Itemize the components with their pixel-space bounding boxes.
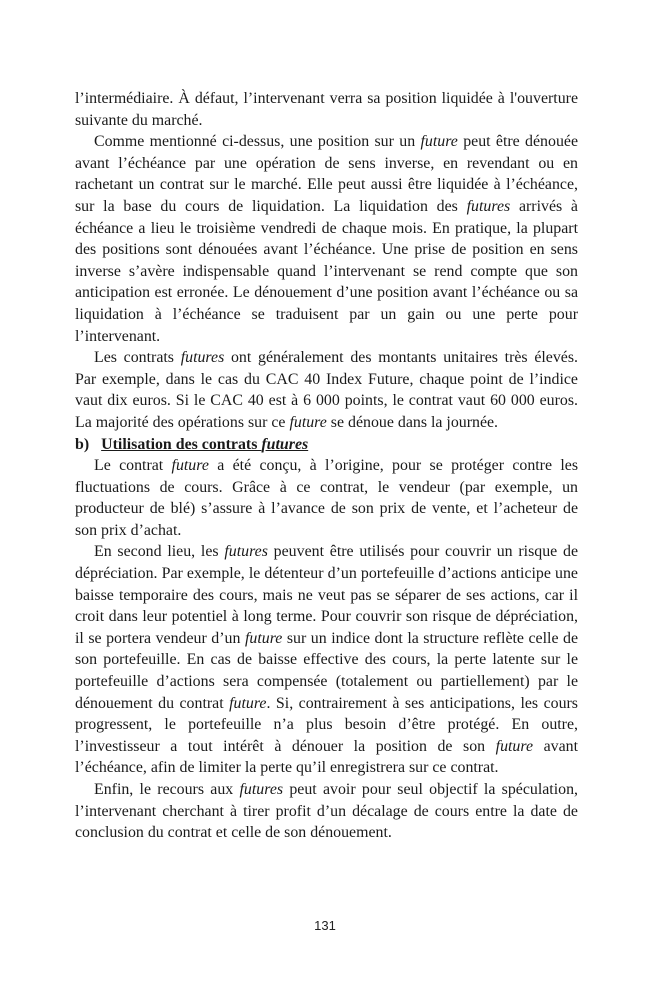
paragraphs-after	[75, 455, 578, 844]
page-body	[75, 88, 578, 844]
section-heading	[75, 434, 578, 456]
italic-term: future	[229, 694, 267, 712]
italic-term: futures	[180, 349, 225, 367]
text-run: . Si, contrairement à ses anticipations, les cours progressent, le portefeuille n’a plus besoin d’être protégé. En outre, l’investisseur a tout intérêt à dénouer la position de son	[75, 694, 578, 755]
italic-term: future	[244, 629, 283, 647]
italic-term: futures	[466, 197, 511, 215]
text-run: sur un indice dont la structure reflète celle de son portefeuille. En cas de baisse effective des cours, la perte latente sur le portefeuille d’actions sera compensée (totalement ou partiellement) par le dénouement du contrat	[75, 629, 579, 712]
italic-term: futures	[239, 781, 284, 798]
section-heading-label: b)	[75, 435, 90, 453]
italic-term: future	[495, 737, 534, 755]
text-run: Les contrats	[94, 349, 181, 367]
text-run: Enfin, le recours aux	[94, 781, 240, 798]
paragraph	[75, 347, 578, 433]
italic-term: futures	[261, 435, 309, 453]
paragraph	[75, 131, 578, 347]
text-run: a été conçu, à l’origine, pour se protéger contre les fluctuations de cours. Grâce à ce contrat, le vendeur (par exemple, un producteur de blé) s’assure à l’avance de son prix de vente, et l’acheteur de son prix d’achat.	[75, 457, 579, 539]
text-run: ont généralement des montants unitaires très élevés. Par exemple, dans le cas du CAC 40 Index Future, chaque point de l’indice vaut dix euros. Si le CAC 40 est à 6 000 points, le contrat vaut 60 000 euros. La majorité des opérations sur ce	[75, 349, 578, 431]
paragraph	[75, 779, 578, 844]
paragraphs-before	[75, 88, 578, 434]
italic-term: future	[289, 413, 327, 431]
section-heading-title	[101, 436, 308, 453]
text-run: peut avoir pour seul objectif la spéculation, l’intervenant cherchant à tirer profit d’un décalage de cours entre la date de conclusion du contrat et celle de son dénouement.	[75, 781, 579, 842]
paragraph	[75, 541, 578, 779]
text-run: En second lieu, les	[94, 543, 225, 561]
italic-term: future	[420, 133, 458, 151]
text-run: peut être dénouée avant l’échéance par une opération de sens inverse, en revendant ou en rachetant un contrat sur le marché. Elle peut aussi être liquidée à l’échéance, sur la base du cours de liquidation. La liquidation des	[75, 133, 578, 215]
text-run: Utilisation des contrats	[101, 435, 262, 453]
italic-term: future	[171, 457, 209, 475]
paragraph	[75, 455, 578, 541]
paragraph	[75, 88, 578, 131]
text-run: peuvent être utilisés pour couvrir un risque de dépréciation. Par exemple, le détenteur d’un portefeuille d’actions anticipe une baisse temporaire des cours, mais ne veut pas se séparer de ses actions, car il croit dans leur potentiel à long terme. Pour couvrir son risque de dépréciation, il se portera vendeur d’un	[75, 543, 578, 647]
text-run: avant l’échéance, afin de limiter la perte qu’il enregistrera sur ce contrat.	[75, 737, 578, 777]
page-number: 131	[314, 918, 336, 933]
text-run: arrivés à échéance a lieu le troisième vendredi de chaque mois. En pratique, la plupart des positions sont dénouées avant l’échéance. Une prise de position en sens inverse s’avère indispensable quand l’intervenant se rend compte que son anticipation est erronée. Le dénouement d’une position avant l’échéance ou sa liquidation à l’échéance se traduisent par un gain ou une perte pour l’intervenant.	[75, 197, 578, 345]
text-run: Comme mentionné ci-dessus, une position sur un	[94, 133, 421, 151]
text-run: se dénoue dans la journée.	[326, 413, 499, 431]
italic-term: futures	[224, 543, 268, 561]
text-run: l’intermédiaire. À défaut, l’intervenant verra sa position liquidée à l'ouverture suivante du marché.	[75, 90, 578, 129]
text-run: Le contrat	[94, 457, 172, 475]
